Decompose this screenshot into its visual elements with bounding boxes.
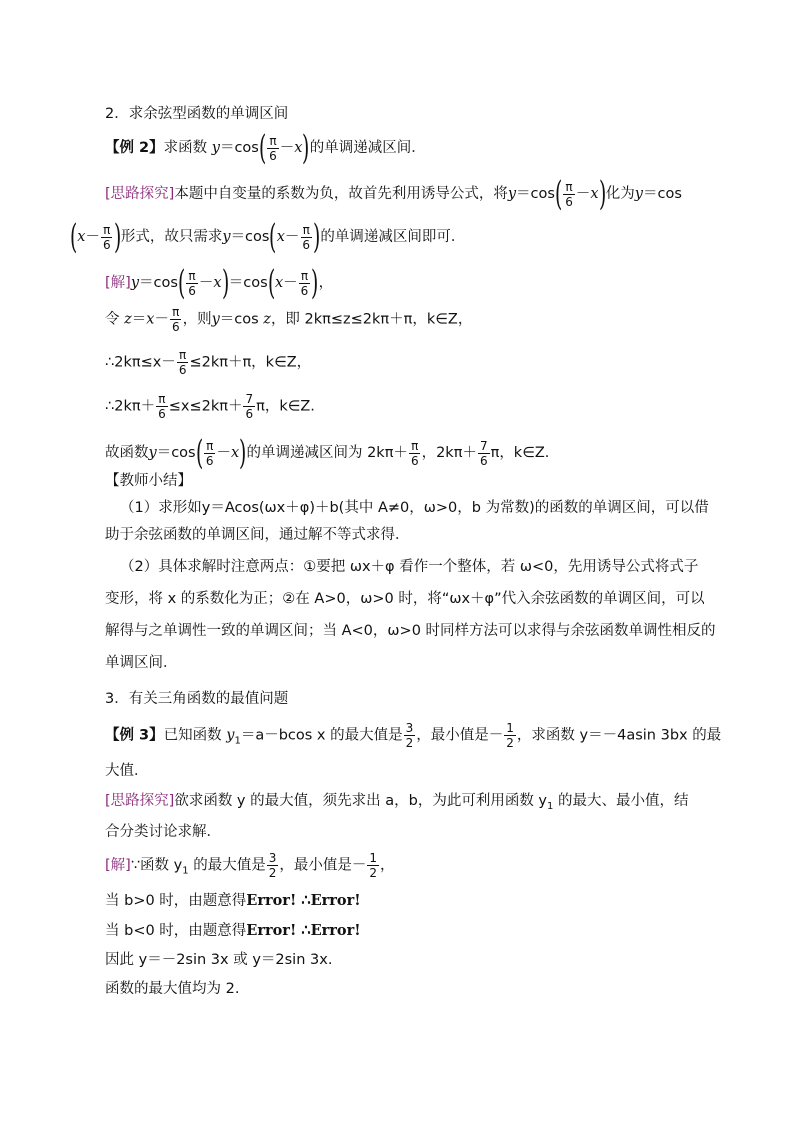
example-2-solution-line2: 令 z＝x－ $\frac{\pi}{6}$ ，则y＝cos z，即 2kπ≤z≤2kπ＋π，k∈Z，	[105, 305, 473, 334]
example-3-result: 因此 y＝－2sin 3x 或 y＝2sin 3x.	[105, 952, 333, 968]
example-2-idea-line1: [思路探究]本题中自变量的系数为负，故首先利用诱导公式，将y＝cos( $\frac{\pi}{6}$ －x)化为y＝cos	[105, 174, 682, 214]
summary-p2-line1: （2）具体求解时注意两点：①要把 ωx＋φ 看作一个整体，若 ω<0，先用诱导公式将式子	[120, 559, 699, 575]
teacher-summary-title: 【教师小结】	[105, 473, 192, 489]
fraction: $\frac{\pi}{6}$	[269, 133, 277, 163]
example-3-stem-line1: 【例 3】已知函数 $y_1=a-bcos$ x 的最大值是 $\frac{3}{2}$ ，最小值是－ $\frac{1}{2}$ ，求函数 y＝－4asin 3bx 的最	[105, 721, 722, 750]
example-2-stem: 【例 2】求函数 y＝cos( $\frac{\pi}{6}$ －x)的单调递减区间．	[105, 128, 426, 168]
example-3-solution-line1: [解]∵函数 $y_1$ 的最大值是 $\frac{3}{2}$ ，最小值是－ $\frac{1}{2}$ ，	[105, 851, 395, 880]
example-2-solution-line1: [解]y＝cos( $\frac{\pi}{6}$ －x)＝cos(x－ $\frac{\pi}{6}$ )，	[105, 263, 334, 303]
example-2-idea-line2: (x－ $\frac{\pi}{6}$ )形式，故只需求y＝cos(x－ $\frac{\pi}{6}$ )的单调递减区间即可．	[69, 217, 466, 257]
example-3-idea-line2: 合分类讨论求解．	[105, 824, 221, 840]
example-2-solution-line3: ∴2kπ≤x－ $\frac{\pi}{6}$ ≤2kπ＋π，k∈Z，	[105, 348, 312, 377]
summary-p2-line2: 变形，将 x 的系数化为正；②在 A>0，ω>0 时，将“ωx＋φ”代入余弦函数的单调区间，可以	[105, 591, 705, 607]
section-3-title: 3．有关三角函数的最值问题	[105, 691, 289, 707]
example-3-case-b-negative: 当 b<0 时，由题意得Error! ∴Error!	[105, 922, 361, 939]
summary-p2-line4: 单调区间．	[105, 655, 178, 671]
example-3-stem-line2: 大值．	[105, 763, 149, 779]
example-3-idea-line1: [思路探究]欲求函数 y 的最大值，须先求出 a，b，为此可利用函数 $y_1$ 的最大、最小值，结	[105, 793, 689, 812]
example-3-case-b-positive: 当 b>0 时，由题意得Error! ∴Error!	[105, 892, 361, 909]
example-2-solution-line5: 故函数y＝cos( $\frac{\pi}{6}$ －x)的单调递减区间为 2kπ＋ $\frac{\pi}{6}$ ，2kπ＋ $\frac{7}{6}$ π，k∈Z.	[105, 433, 550, 473]
summary-p2-line3: 解得与之单调性一致的单调区间；当 A<0，ω>0 时同样方法可以求得与余弦函数单调性相反的	[105, 623, 716, 639]
example-2-solution-line4: ∴2kπ＋ $\frac{\pi}{6}$ ≤x≤2kπ＋ $\frac{7}{6}$ π，k∈Z.	[105, 392, 315, 421]
summary-p1-line1: （1）求形如y＝Acos(ωx＋φ)＋b(其中 A≠0，ω>0，b 为常数)的函数的单调区间，可以借	[120, 500, 709, 516]
example-3-max-value: 函数的最大值均为 2.	[105, 981, 240, 997]
section-2-title: 2．求余弦型函数的单调区间	[105, 106, 289, 122]
summary-p1-line2: 助于余弦函数的单调区间，通过解不等式求得．	[105, 527, 410, 543]
